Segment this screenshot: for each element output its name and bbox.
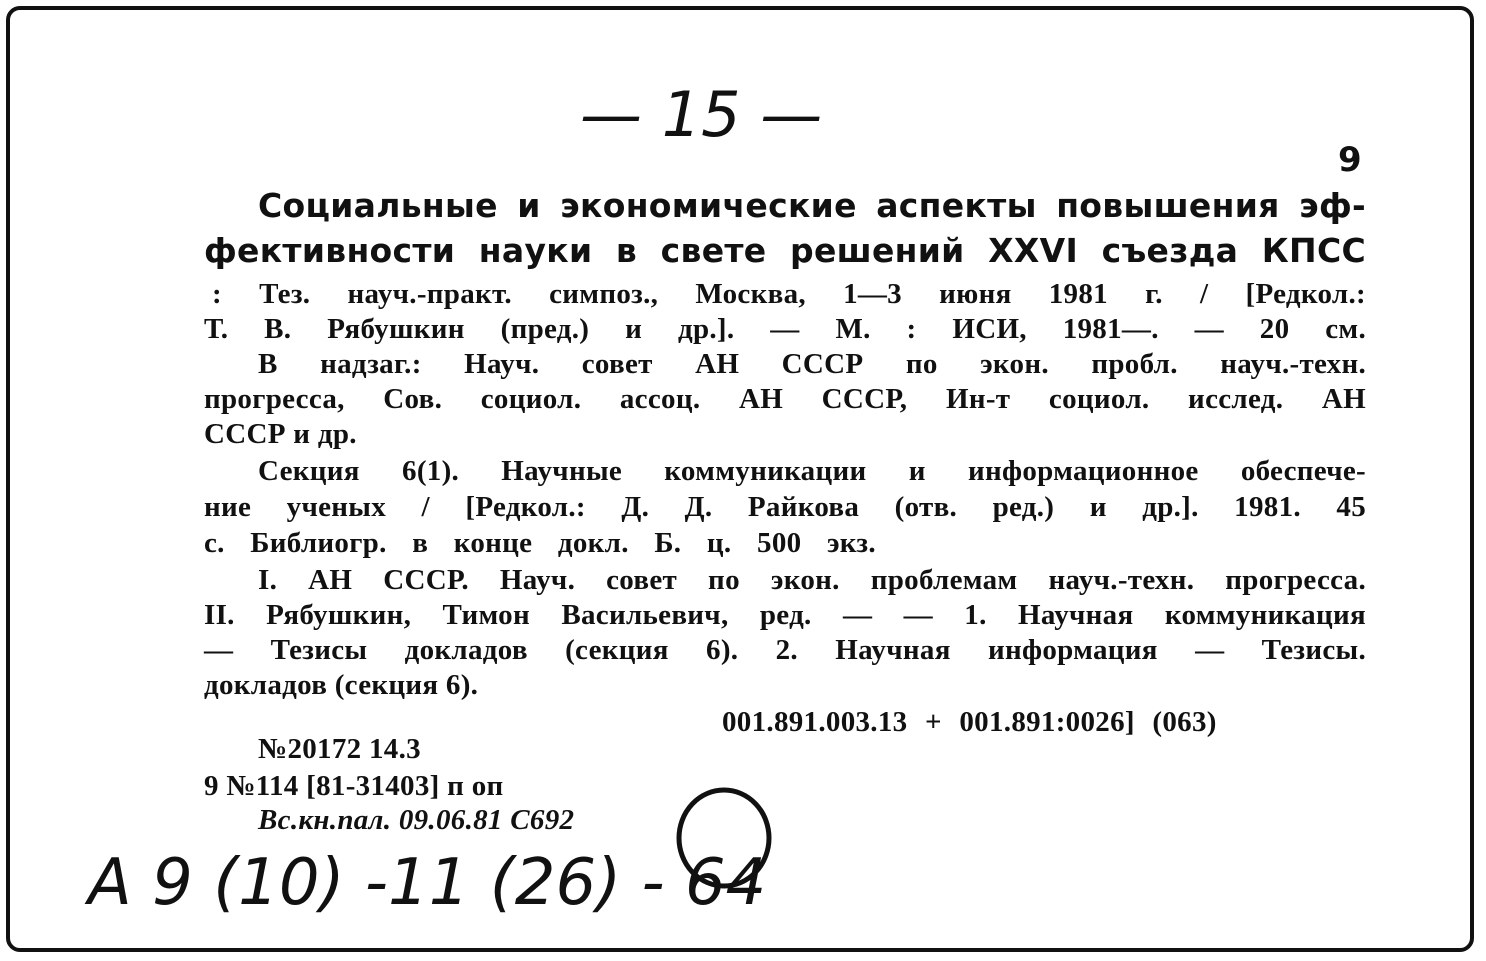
- handwritten-shelfmark: А 9 (10) -11 (26) - 64: [88, 846, 767, 920]
- body-line: докладов (секция 6).: [204, 669, 479, 701]
- classification-code: 001.891.003.13 + 001.891:0026] (063): [722, 706, 1217, 738]
- imprint-line-2: 9 №114 [81-31403] п оп: [204, 770, 504, 802]
- body-line: В надзаг.: Науч. совет АН СССР по экон. пробл. науч.-техн.: [258, 348, 1366, 380]
- body-line: с. Библиогр. в конце докл. Б. ц. 500 экз.: [204, 527, 876, 559]
- body-line: I. АН СССР. Науч. совет по экон. проблемам науч.-техн. прогресса.: [258, 564, 1366, 596]
- body-line: : Тез. науч.-практ. симпоз., Москва, 1—3 июня 1981 г. / [Редкол.:: [212, 278, 1366, 310]
- imprint-line-1: №20172 14.3: [258, 733, 421, 765]
- title-line-1: Социальные и экономические аспекты повышения эф-: [258, 186, 1366, 225]
- body-line: Секция 6(1). Научные коммуникации и информационное обеспече-: [258, 455, 1366, 487]
- body-line: II. Рябушкин, Тимон Васильевич, ред. — — 1. Научная коммуникация: [204, 599, 1366, 631]
- title-line-2: фективности науки в свете решений XXVI съезда КПСС: [204, 231, 1366, 270]
- card-number: 9: [1338, 140, 1362, 180]
- body-line: Т. В. Рябушкин (пред.) и др.]. — М. : ИСИ, 1981—. — 20 см.: [204, 313, 1366, 345]
- body-line: СССР и др.: [204, 418, 357, 450]
- body-line: — Тезисы докладов (секция 6). 2. Научная информация — Тезисы.: [204, 634, 1366, 666]
- body-line: прогресса, Сов. социол. ассоц. АН СССР, Ин-т социол. исслед. АН: [204, 383, 1366, 415]
- handwritten-page-number: — 15 —: [580, 78, 823, 151]
- imprint-line-3: Вс.кн.пал. 09.06.81 С692: [258, 804, 575, 836]
- body-line: ние ученых / [Редкол.: Д. Д. Райкова (отв. ред.) и др.]. 1981. 45: [204, 491, 1366, 523]
